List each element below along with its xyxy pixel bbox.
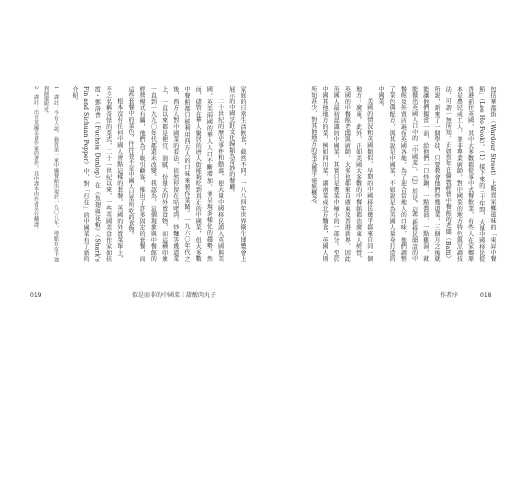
page-gutter (259, 80, 260, 280)
right-page-number: 018 (480, 292, 492, 299)
right-paragraph-2: 美國的情況和英國類似，早期的中國移民幾乎都來自同一個地方：廣東。此外，正如美國大多數的中餐館都由廣東人經營，英國的中餐館老闆與廚師，大多也都來自廣東及香港新界，因此英國人最初認識的中國菜，其實只是粵菜中極小的一部分，至於中國其他地方的菜，例如四川菜、湖南菜或北方麵食，英國人則所知甚少，對其他地方的菜式幾乎毫無概念。 (309, 86, 373, 262)
right-paragraph-1: 包括華都街（Wardour Street）上販賣家鄉滋味的「東昇中餐館」（Lee Ho Fook）。（1）接下來的三十年間，大量中國移民從香港前往英國，其中大多數都從事中式餐飲業，有些人在家鄉原本是農民或工人，並非專業廚師，對中國菜的地方特色與烹調技法，可謂一無所知。正如當年在倫敦經營中餐館的老闆（Balti）所說，新來了一個學徒，只要教會他們炒幾道菜，三個月之後就能讓他們獨當一面，給他們一口炒鍋、一點醬油、一點雞湯，就能做出英國人口中的「中國菜」。（2）於是，這些新移民開設的中餐館及外賣店遍布英國各地，為了迎合當地人的口味，他們調整了菜色與配方，與其說是中國菜，不如說是為英國人量身打造的中國菜。 (376, 86, 496, 262)
left-paragraph-1: 家庭的日常生活飲食，截然不同。一八八四年世界衛生博覽會上展示的中國烹飪文化歸類為奇妙的餐廳。 (227, 86, 246, 262)
left-paragraph-2: 二十世紀的歷史事件和動蕩，使大量中國移民湧入英國與美國，英美兩國的華人人口不斷增加，並呈現多樣化的趨勢。然而，儘管在華人聚居的唐人街能夠吃到真正的中國菜，但大多數中餐館都只能利用西方人的口味來製作菜餚。一九六〇年代之後，西方人對中國菜的看法，依然停留在咕咾肉、炒麵等幾道菜上，一直以來都是便宜、油膩、份量大的外賣食物，而這種印象一直到一九九〇年代都還未改變。我認為，這個現象與中餐館的經營模式有關，他們為了吸引顧客，推出了許多固定的套餐，而這些套餐中的菜色，往往並不是中國人日常所吃的食物。 (126, 86, 224, 262)
left-running-title: 似是而非的中國菜｜甜酸肉丸子 (132, 292, 217, 299)
left-page-number: 019 (30, 292, 42, 299)
footnote-1: 1 譯註：今有人說，倫敦第一家中國餐館出現於一九〇八年，地點在皮卡迪利圓環附近。 (43, 86, 59, 262)
right-running-title: 作者序 (440, 292, 459, 299)
left-page-body (70, 86, 248, 262)
footnote-2: 2 譯註：出自英國美食作家的著作，其中譯本由作者另行翻譯。 (33, 86, 39, 233)
right-page-body (271, 86, 498, 262)
left-page-footnotes (27, 86, 61, 262)
left-paragraph-3: 根本沒有任何中國人會點這樣的套餐。英國的外賣菜單上，不乏名稱奇怪的菜式，二十一世紀以來，一些英國美食作家如扶霞・鄧洛普（Fuchsia Dunlop）在《魚翅與花椒》（Shark's Fin and Sichuan Pepper）中，對「行在」的中國菜有了新的介紹。 (70, 86, 123, 262)
